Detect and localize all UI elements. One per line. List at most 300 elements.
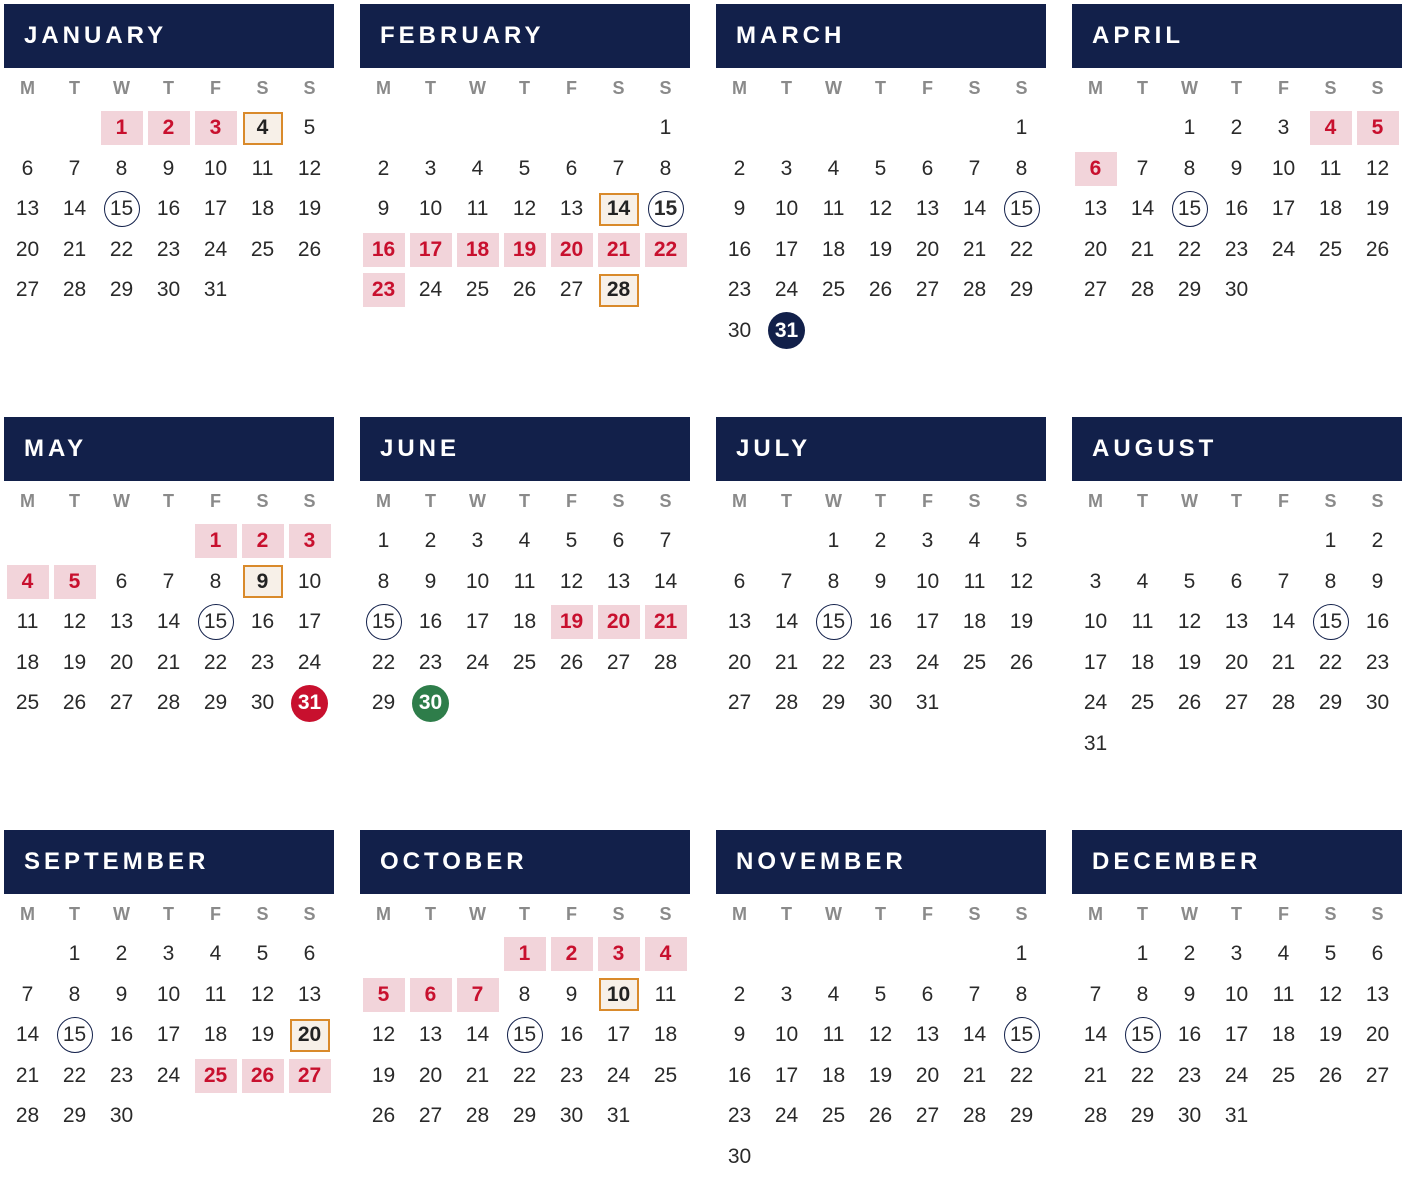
week-row bbox=[4, 108, 334, 149]
week-row bbox=[4, 683, 334, 724]
day-number: 30 bbox=[110, 1104, 133, 1128]
week-row bbox=[4, 1096, 334, 1137]
day-number: 11 bbox=[823, 197, 845, 221]
day-number: 9 bbox=[1184, 983, 1196, 1007]
empty-day-cell bbox=[407, 108, 454, 149]
day-cell bbox=[998, 1015, 1045, 1056]
weekday-label: T bbox=[857, 491, 904, 512]
weekday-label: W bbox=[1166, 904, 1213, 925]
day-number: 16 bbox=[728, 238, 751, 262]
weekday-label: F bbox=[548, 904, 595, 925]
day-cell bbox=[501, 189, 548, 230]
day-cell bbox=[595, 562, 642, 603]
day-cell bbox=[1072, 270, 1119, 311]
weekday-label: T bbox=[407, 78, 454, 99]
day-number: 15 bbox=[1313, 604, 1349, 640]
day-cell bbox=[98, 189, 145, 230]
day-number: 17 bbox=[775, 238, 798, 262]
day-cell bbox=[1119, 189, 1166, 230]
day-cell bbox=[1307, 108, 1354, 149]
day-number: 15 bbox=[816, 604, 852, 640]
day-number: 24 bbox=[607, 1064, 630, 1088]
day-cell bbox=[192, 189, 239, 230]
empty-day-cell bbox=[763, 521, 810, 562]
day-cell bbox=[454, 1056, 501, 1097]
day-cell bbox=[763, 643, 810, 684]
day-cell bbox=[192, 108, 239, 149]
day-cell bbox=[407, 643, 454, 684]
day-number: 30 bbox=[1366, 691, 1389, 715]
day-cell bbox=[192, 230, 239, 271]
day-number: 12 bbox=[298, 157, 321, 181]
day-number: 31 bbox=[916, 691, 939, 715]
weekday-label: S bbox=[998, 78, 1045, 99]
day-cell bbox=[716, 311, 763, 352]
week-row bbox=[360, 149, 690, 190]
weekday-label: S bbox=[951, 78, 998, 99]
day-number: 20 bbox=[916, 1064, 939, 1088]
day-cell bbox=[716, 562, 763, 603]
day-number: 19 bbox=[1366, 197, 1389, 221]
day-number: 14 bbox=[16, 1023, 39, 1047]
day-number: 4 bbox=[645, 937, 687, 971]
weekday-label: M bbox=[1072, 78, 1119, 99]
day-cell bbox=[904, 521, 951, 562]
day-number: 11 bbox=[467, 197, 489, 221]
month-title: APRIL bbox=[1072, 4, 1402, 68]
day-cell bbox=[595, 602, 642, 643]
day-cell bbox=[1166, 602, 1213, 643]
weekday-label: S bbox=[1354, 491, 1401, 512]
day-number: 11 bbox=[514, 570, 536, 594]
day-cell bbox=[360, 602, 407, 643]
day-number: 21 bbox=[963, 1064, 986, 1088]
day-cell bbox=[810, 230, 857, 271]
day-number: 7 bbox=[969, 983, 981, 1007]
weekday-label: W bbox=[454, 78, 501, 99]
day-number: 3 bbox=[1090, 570, 1102, 594]
week-row bbox=[716, 934, 1046, 975]
day-number: 22 bbox=[645, 233, 687, 267]
weekday-label: S bbox=[239, 904, 286, 925]
day-number: 17 bbox=[466, 610, 489, 634]
day-number: 30 bbox=[1225, 278, 1248, 302]
day-cell bbox=[998, 1056, 1045, 1097]
day-cell bbox=[857, 270, 904, 311]
day-cell bbox=[1354, 975, 1401, 1016]
week-row bbox=[4, 230, 334, 271]
day-number: 10 bbox=[1225, 983, 1248, 1007]
day-number: 18 bbox=[822, 1064, 845, 1088]
day-cell bbox=[763, 562, 810, 603]
day-cell bbox=[1260, 230, 1307, 271]
day-number: 6 bbox=[1075, 152, 1117, 186]
day-number: 10 bbox=[775, 1023, 798, 1047]
day-cell bbox=[998, 602, 1045, 643]
day-cell bbox=[1354, 230, 1401, 271]
day-cell bbox=[1307, 562, 1354, 603]
day-number: 23 bbox=[1178, 1064, 1201, 1088]
day-cell bbox=[360, 1056, 407, 1097]
day-cell bbox=[904, 602, 951, 643]
weekday-label: M bbox=[360, 78, 407, 99]
day-number: 12 bbox=[1319, 983, 1342, 1007]
day-number: 30 bbox=[869, 691, 892, 715]
day-cell bbox=[98, 934, 145, 975]
day-number: 4 bbox=[1137, 570, 1149, 594]
day-cell bbox=[1260, 189, 1307, 230]
day-cell bbox=[286, 1056, 333, 1097]
month-may bbox=[4, 417, 334, 724]
day-number: 3 bbox=[1231, 942, 1243, 966]
day-cell bbox=[763, 270, 810, 311]
day-number: 23 bbox=[419, 651, 442, 675]
day-number: 29 bbox=[1010, 1104, 1033, 1128]
day-cell bbox=[1072, 189, 1119, 230]
day-cell bbox=[407, 270, 454, 311]
day-number: 17 bbox=[298, 610, 321, 634]
day-cell bbox=[1166, 975, 1213, 1016]
day-cell bbox=[904, 1015, 951, 1056]
day-number: 8 bbox=[1016, 983, 1028, 1007]
day-number: 22 bbox=[1178, 238, 1201, 262]
weekday-label: T bbox=[857, 78, 904, 99]
day-number: 7 bbox=[1278, 570, 1290, 594]
day-number: 15 bbox=[366, 604, 402, 640]
day-cell bbox=[286, 602, 333, 643]
day-cell bbox=[904, 189, 951, 230]
day-cell bbox=[1307, 521, 1354, 562]
week-row bbox=[1072, 724, 1402, 765]
day-number: 24 bbox=[298, 651, 321, 675]
day-number: 3 bbox=[781, 157, 793, 181]
month-title: MARCH bbox=[716, 4, 1046, 68]
day-number: 28 bbox=[963, 1104, 986, 1128]
weekday-label: S bbox=[642, 491, 689, 512]
day-number: 1 bbox=[1016, 116, 1028, 140]
day-number: 27 bbox=[1084, 278, 1107, 302]
day-number: 22 bbox=[110, 238, 133, 262]
day-cell bbox=[286, 149, 333, 190]
day-cell bbox=[763, 1015, 810, 1056]
day-number: 14 bbox=[63, 197, 86, 221]
week-row bbox=[360, 934, 690, 975]
empty-day-cell bbox=[951, 1137, 998, 1177]
day-cell bbox=[548, 149, 595, 190]
day-cell bbox=[454, 521, 501, 562]
day-number: 17 bbox=[1225, 1023, 1248, 1047]
day-number: 20 bbox=[916, 238, 939, 262]
weekday-label: T bbox=[407, 491, 454, 512]
day-cell bbox=[98, 149, 145, 190]
week-row bbox=[716, 562, 1046, 603]
day-number: 1 bbox=[69, 942, 81, 966]
day-cell bbox=[407, 1096, 454, 1137]
day-cell bbox=[763, 602, 810, 643]
day-cell bbox=[1072, 230, 1119, 271]
empty-day-cell bbox=[716, 934, 763, 975]
day-number: 8 bbox=[69, 983, 81, 1007]
day-number: 13 bbox=[419, 1023, 442, 1047]
weekday-label: F bbox=[904, 904, 951, 925]
day-number: 9 bbox=[734, 197, 746, 221]
month-title: NOVEMBER bbox=[716, 830, 1046, 894]
day-cell bbox=[407, 149, 454, 190]
day-number: 4 bbox=[519, 529, 531, 553]
day-cell bbox=[951, 1056, 998, 1097]
day-number: 29 bbox=[204, 691, 227, 715]
weekday-label: F bbox=[904, 78, 951, 99]
day-number: 7 bbox=[613, 157, 625, 181]
weekday-label: F bbox=[1260, 78, 1307, 99]
week-row bbox=[1072, 643, 1402, 684]
day-cell bbox=[642, 643, 689, 684]
day-cell bbox=[857, 149, 904, 190]
day-cell bbox=[1213, 108, 1260, 149]
weekday-label: S bbox=[951, 491, 998, 512]
day-number: 10 bbox=[204, 157, 227, 181]
day-number: 7 bbox=[69, 157, 81, 181]
day-number: 17 bbox=[916, 610, 939, 634]
day-number: 9 bbox=[1372, 570, 1384, 594]
day-number: 10 bbox=[1272, 157, 1295, 181]
empty-day-cell bbox=[810, 108, 857, 149]
day-number: 5 bbox=[1016, 529, 1028, 553]
empty-day-cell bbox=[951, 311, 998, 352]
weekday-label: M bbox=[716, 491, 763, 512]
day-cell bbox=[192, 1056, 239, 1097]
day-number: 27 bbox=[16, 278, 39, 302]
day-cell bbox=[642, 562, 689, 603]
day-cell bbox=[1213, 1056, 1260, 1097]
day-cell bbox=[1213, 975, 1260, 1016]
day-number: 18 bbox=[16, 651, 39, 675]
day-number: 21 bbox=[1272, 651, 1295, 675]
day-cell bbox=[1166, 1056, 1213, 1097]
weekday-label: T bbox=[1119, 491, 1166, 512]
day-cell bbox=[716, 602, 763, 643]
day-number: 23 bbox=[869, 651, 892, 675]
day-number: 9 bbox=[566, 983, 578, 1007]
day-cell bbox=[1119, 1056, 1166, 1097]
day-cell bbox=[1307, 975, 1354, 1016]
weekday-label: F bbox=[904, 491, 951, 512]
month-title: OCTOBER bbox=[360, 830, 690, 894]
day-cell bbox=[98, 562, 145, 603]
day-cell bbox=[98, 602, 145, 643]
day-cell bbox=[4, 189, 51, 230]
day-cell bbox=[1119, 562, 1166, 603]
day-cell bbox=[857, 1056, 904, 1097]
day-cell bbox=[857, 230, 904, 271]
day-cell bbox=[407, 602, 454, 643]
day-number: 18 bbox=[204, 1023, 227, 1047]
weekday-label: S bbox=[595, 904, 642, 925]
day-number: 5 bbox=[304, 116, 316, 140]
empty-day-cell bbox=[716, 108, 763, 149]
day-number: 12 bbox=[372, 1023, 395, 1047]
day-cell bbox=[145, 1015, 192, 1056]
empty-day-cell bbox=[857, 108, 904, 149]
day-number: 25 bbox=[654, 1064, 677, 1088]
month-july bbox=[716, 417, 1046, 724]
day-number: 31 bbox=[1225, 1104, 1248, 1128]
day-number: 17 bbox=[204, 197, 227, 221]
day-number: 30 bbox=[412, 685, 449, 722]
day-cell bbox=[1354, 189, 1401, 230]
day-number: 19 bbox=[869, 1064, 892, 1088]
day-number: 1 bbox=[1325, 529, 1337, 553]
day-number: 15 bbox=[648, 191, 684, 227]
day-cell bbox=[407, 683, 454, 724]
day-cell bbox=[810, 189, 857, 230]
week-row bbox=[4, 189, 334, 230]
day-cell bbox=[1213, 189, 1260, 230]
month-title: DECEMBER bbox=[1072, 830, 1402, 894]
day-number: 16 bbox=[560, 1023, 583, 1047]
day-number: 30 bbox=[1178, 1104, 1201, 1128]
day-number: 8 bbox=[1137, 983, 1149, 1007]
day-number: 30 bbox=[251, 691, 274, 715]
weekday-label: S bbox=[286, 491, 333, 512]
week-row bbox=[360, 189, 690, 230]
day-number: 1 bbox=[828, 529, 840, 553]
empty-day-cell bbox=[4, 521, 51, 562]
day-number: 24 bbox=[157, 1064, 180, 1088]
day-cell bbox=[98, 683, 145, 724]
day-cell bbox=[239, 521, 286, 562]
week-row bbox=[716, 108, 1046, 149]
week-row bbox=[1072, 975, 1402, 1016]
day-number: 1 bbox=[660, 116, 672, 140]
day-number: 22 bbox=[513, 1064, 536, 1088]
day-cell bbox=[548, 934, 595, 975]
day-cell bbox=[145, 149, 192, 190]
week-row bbox=[716, 149, 1046, 190]
day-cell bbox=[1072, 149, 1119, 190]
day-cell bbox=[998, 975, 1045, 1016]
day-number: 20 bbox=[728, 651, 751, 675]
week-row bbox=[1072, 934, 1402, 975]
day-number: 7 bbox=[1090, 983, 1102, 1007]
day-number: 18 bbox=[1319, 197, 1342, 221]
empty-day-cell bbox=[763, 1137, 810, 1177]
day-cell bbox=[1213, 1096, 1260, 1137]
day-number: 14 bbox=[654, 570, 677, 594]
day-number: 17 bbox=[607, 1023, 630, 1047]
weekday-label: T bbox=[145, 78, 192, 99]
day-cell bbox=[1260, 975, 1307, 1016]
day-cell bbox=[501, 602, 548, 643]
day-cell bbox=[1119, 230, 1166, 271]
day-cell bbox=[904, 1096, 951, 1137]
day-cell bbox=[548, 230, 595, 271]
day-number: 1 bbox=[378, 529, 390, 553]
day-number: 26 bbox=[869, 1104, 892, 1128]
day-cell bbox=[1166, 1015, 1213, 1056]
day-number: 17 bbox=[1084, 651, 1107, 675]
day-cell bbox=[145, 230, 192, 271]
day-number: 12 bbox=[560, 570, 583, 594]
day-number: 27 bbox=[110, 691, 133, 715]
day-number: 6 bbox=[1372, 942, 1384, 966]
day-number: 14 bbox=[599, 193, 639, 226]
empty-day-cell bbox=[51, 108, 98, 149]
day-cell bbox=[904, 975, 951, 1016]
day-number: 18 bbox=[822, 238, 845, 262]
day-cell bbox=[1166, 230, 1213, 271]
day-cell bbox=[4, 683, 51, 724]
empty-day-cell bbox=[51, 521, 98, 562]
day-cell bbox=[763, 311, 810, 352]
day-number: 16 bbox=[110, 1023, 133, 1047]
day-cell bbox=[904, 562, 951, 603]
day-cell bbox=[595, 643, 642, 684]
day-cell bbox=[98, 643, 145, 684]
day-cell bbox=[951, 562, 998, 603]
day-cell bbox=[407, 230, 454, 271]
day-cell bbox=[145, 1056, 192, 1097]
day-number: 1 bbox=[1016, 942, 1028, 966]
day-cell bbox=[951, 230, 998, 271]
day-cell bbox=[98, 230, 145, 271]
empty-day-cell bbox=[548, 108, 595, 149]
day-number: 8 bbox=[660, 157, 672, 181]
day-number: 1 bbox=[1137, 942, 1149, 966]
day-cell bbox=[810, 562, 857, 603]
week-row bbox=[360, 562, 690, 603]
day-cell bbox=[904, 270, 951, 311]
weekday-header-row bbox=[1072, 68, 1402, 108]
day-number: 26 bbox=[1178, 691, 1201, 715]
day-cell bbox=[51, 602, 98, 643]
day-number: 13 bbox=[916, 1023, 939, 1047]
day-number: 10 bbox=[466, 570, 489, 594]
day-cell bbox=[286, 230, 333, 271]
empty-day-cell bbox=[1354, 724, 1401, 765]
day-cell bbox=[1307, 149, 1354, 190]
day-cell bbox=[595, 1056, 642, 1097]
day-cell bbox=[763, 975, 810, 1016]
day-cell bbox=[1166, 108, 1213, 149]
weekday-label: M bbox=[1072, 904, 1119, 925]
day-number: 13 bbox=[1225, 610, 1248, 634]
day-cell bbox=[239, 189, 286, 230]
empty-day-cell bbox=[1213, 521, 1260, 562]
day-cell bbox=[98, 1096, 145, 1137]
week-row bbox=[4, 934, 334, 975]
day-cell bbox=[4, 975, 51, 1016]
day-number: 12 bbox=[869, 197, 892, 221]
day-cell bbox=[1354, 643, 1401, 684]
weekday-label: F bbox=[192, 491, 239, 512]
week-row bbox=[716, 270, 1046, 311]
weekday-label: M bbox=[716, 904, 763, 925]
day-number: 10 bbox=[157, 983, 180, 1007]
day-cell bbox=[360, 270, 407, 311]
day-cell bbox=[1072, 683, 1119, 724]
empty-day-cell bbox=[454, 683, 501, 724]
empty-day-cell bbox=[763, 934, 810, 975]
day-cell bbox=[548, 975, 595, 1016]
month-december bbox=[1072, 830, 1402, 1137]
day-number: 23 bbox=[110, 1064, 133, 1088]
day-cell bbox=[286, 1015, 333, 1056]
empty-day-cell bbox=[1072, 108, 1119, 149]
day-number: 29 bbox=[1178, 278, 1201, 302]
empty-day-cell bbox=[998, 1137, 1045, 1177]
weekday-label: S bbox=[1354, 904, 1401, 925]
